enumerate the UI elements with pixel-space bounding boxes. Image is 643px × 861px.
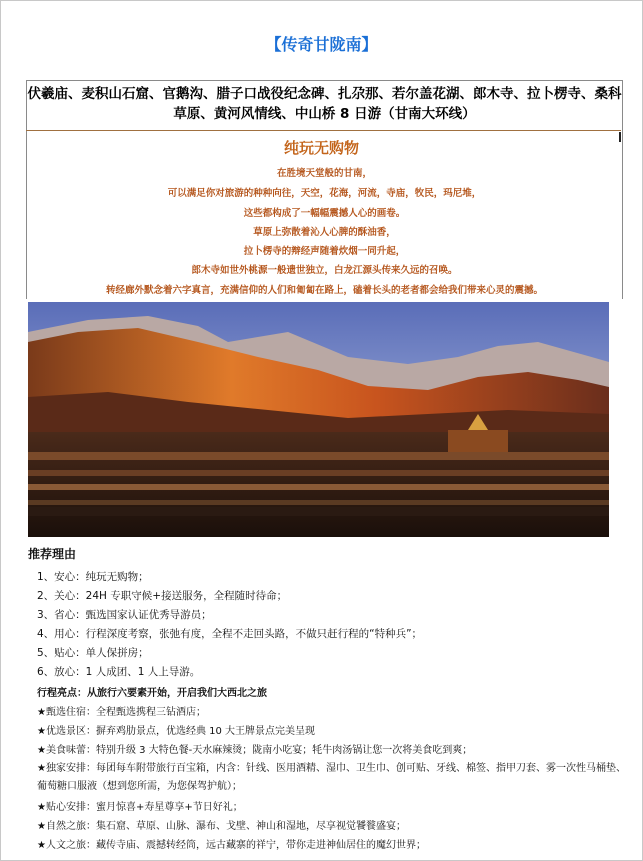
highlight-item: ★自然之旅：集石窟、草原、山脉、瀑布、戈壁、神山和湿地，尽享视觉饕餮盛宴；: [37, 821, 406, 832]
reason-item: 2、关心：24H 专职守候+接送服务，全程随时待命；: [37, 590, 288, 602]
reason-item: 1、安心：纯玩无购物；: [37, 571, 149, 583]
reason-item: 4、用心：行程深度考察，张弛有度，全程不走回头路，不做只赶行程的“特种兵”；: [37, 628, 423, 640]
highlight-item: ★优选景区：摒弃鸡肋景点，优选经典 10 大王牌景点完美呈现: [37, 726, 316, 737]
poem-line: 这些都构成了一幅幅震撼人心的画卷。: [243, 208, 406, 219]
poem-line: 转经廊外默念着六字真言，充满信仰的人们和匍匐在路上，磕着长头的老者都会给我们带来心灵的震撼。: [105, 285, 543, 296]
poem-line: 草原上弥散着沁人心脾的酥油香，: [253, 227, 396, 238]
poem-line: 可以满足你对旅游的种种向往，天空，花海，河流，寺庙，牧民，玛尼堆，: [167, 188, 482, 199]
reason-item: 5、贴心：单人保拼房；: [37, 647, 149, 659]
reason-item: 3、省心：甄选国家认证优秀导游员；: [37, 609, 212, 621]
highlight-item: ★甄选住宿：全程甄选携程三钻酒店；: [37, 707, 206, 718]
highlight-item: ★独家安排：每团每车附带旅行百宝箱，内含：针线、医用酒精、湿巾、卫生巾、创可贴、牙线、棉签、指甲刀套、雾一次性马桶垫、葡萄糖口服液（想到您所需，为您保驾护航）；: [37, 763, 626, 792]
reason-item: 6、放心：1 人成团、1 人上导游。: [37, 666, 201, 678]
poem-line: 郎木寺如世外桃源一般遗世独立，白龙江源头传来久远的召唤。: [191, 265, 458, 276]
tour-subtitle: 伏羲庙、麦积山石窟、官鹅沟、腊子口战役纪念碑、扎尕那、若尔盖花湖、郎木寺、拉卜楞寺、桑科草原、黄河风情线、中山桥 8 日游（甘南大环线）: [27, 86, 622, 122]
section-title: 纯玩无购物: [283, 139, 359, 157]
highlight-item: ★美食味蕾：特别升级 3 大特色餐-天水麻辣烫；陇南小吃宴；牦牛肉汤锅让您一次将美食吃到爽；: [37, 745, 473, 756]
landscape-photo: [28, 302, 609, 537]
poem-line: 在胜境天堂般的甘南，: [276, 168, 372, 179]
highlights-heading: 行程亮点：从旅行六要素开始，开启我们大西北之旅: [37, 688, 267, 699]
page-title: 【传奇甘陇南】: [265, 35, 378, 54]
highlight-item: ★贴心安排：蜜月惊喜+寿星尊享+节日好礼；: [37, 802, 243, 813]
reasons-heading: 推荐理由: [28, 547, 77, 561]
poem-line: 拉卜楞寺的辩经声随着炊烟一同升起，: [243, 246, 406, 257]
highlight-item: ★人文之旅：藏传寺庙、震撼转经筒，远古藏寨的祥宁，带你走进神仙居住的魔幻世界；: [37, 840, 426, 851]
